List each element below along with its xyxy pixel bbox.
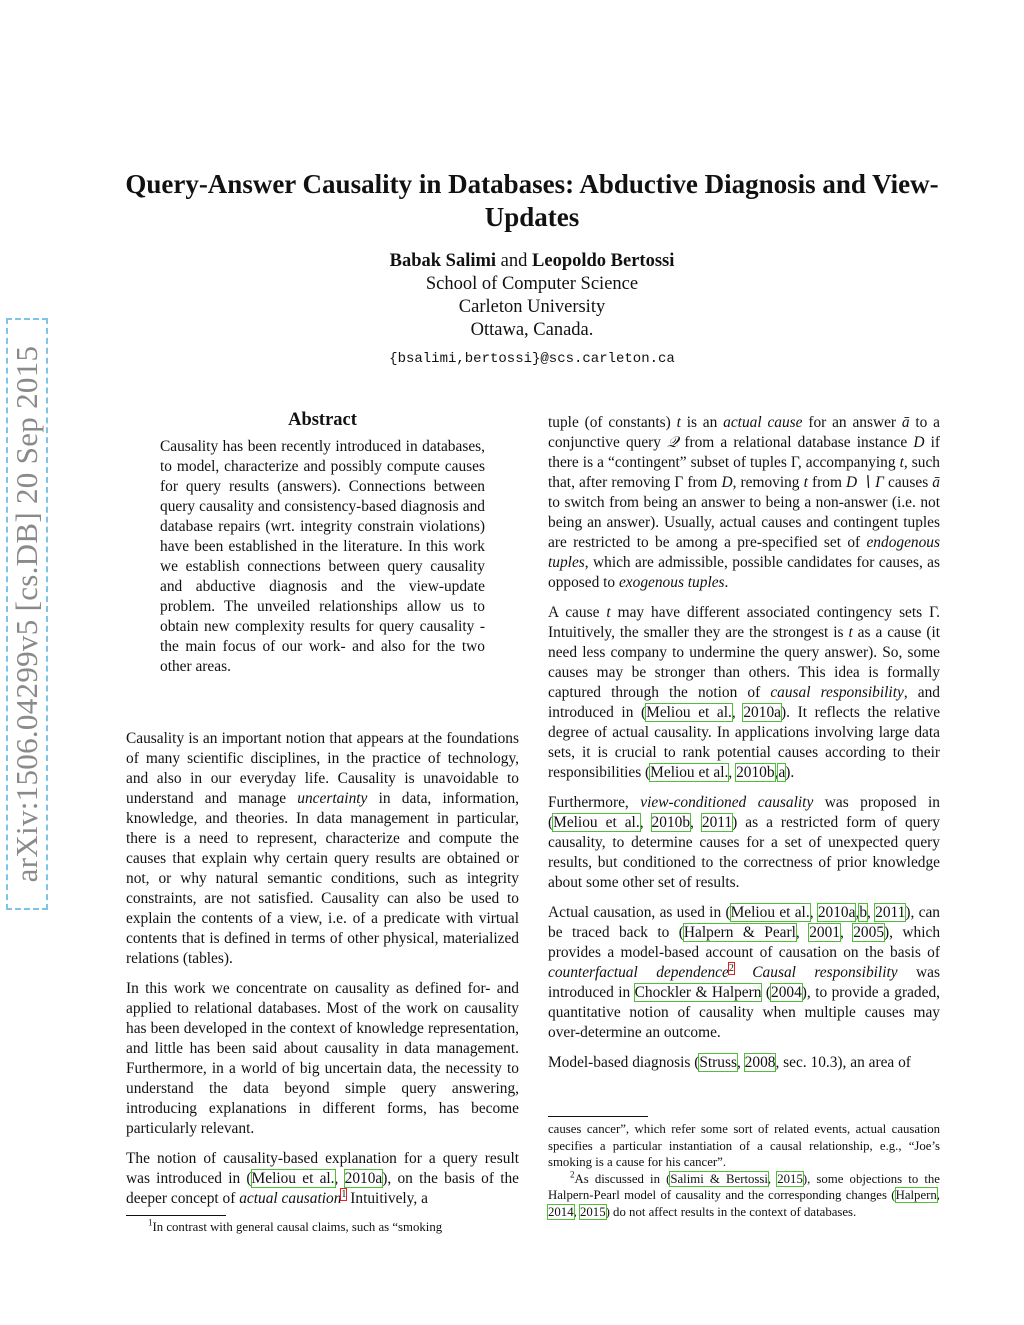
text-run: as a cause (it need less company to undermine the query answer). So, some causes may be stronger than others. This idea is formally captured through the notion of <box>548 624 940 701</box>
text-run: ), can be traced back to ( <box>548 904 940 941</box>
text-run: A cause <box>548 604 607 621</box>
emphasis: Causal responsibility <box>752 964 898 981</box>
math-var: D <box>721 474 733 491</box>
citation-link[interactable]: 2010b <box>736 764 775 781</box>
citation-link[interactable]: Meliou et al. <box>646 704 732 721</box>
text-run: , <box>736 1054 745 1071</box>
footnote-1-continued: causes cancer”, which refer some sort of related events, actual causation specifies a particular instantiation of a causal relationship, e.g., “Joe’s smoking is a cause for his cancer”. <box>548 1122 940 1169</box>
text-run: if there is a “contingent” subset of tuples Γ, accompanying <box>548 434 940 471</box>
text-run: from a relational database instance <box>678 434 914 451</box>
author-block <box>262 250 802 371</box>
text-run: from <box>807 474 847 491</box>
text-run: , removing <box>732 474 804 491</box>
paragraph <box>548 603 940 783</box>
paragraph <box>548 1053 940 1073</box>
text-run <box>734 964 752 981</box>
text-run: . <box>724 574 729 591</box>
text-run: , <box>767 1171 778 1186</box>
text-run: , <box>839 924 854 941</box>
math-var: ā <box>901 414 910 431</box>
emphasis: actual causation <box>239 1190 342 1207</box>
author-conjunction: and <box>500 251 528 271</box>
citation-link[interactable]: 2004 <box>771 984 802 1001</box>
text-run: ). <box>785 764 795 781</box>
citation-link[interactable]: 2010a <box>817 904 856 921</box>
text-run: ), on the basis of the deeper concept of <box>126 1170 519 1207</box>
author-name: Leopoldo Bertossi <box>532 251 675 271</box>
arxiv-stamp-text: arXiv:1506.04299v5 [cs.DB] 20 Sep 2015 <box>9 345 44 883</box>
citation-link[interactable]: 2010a <box>743 704 781 721</box>
text-run: The notion of causality-based explanation for a query result was introduced in ( <box>126 1150 519 1187</box>
footnote-link[interactable]: 2 <box>728 962 734 974</box>
citation-link[interactable]: 2011 <box>875 904 906 921</box>
math-var: t <box>676 414 681 431</box>
text-run: ), some objections to the Halpern-Pearl model of causality and the corresponding changes ( <box>548 1171 940 1202</box>
text-run: ), which provides a model-based account of causation on the basis of <box>548 924 941 961</box>
paragraph <box>548 903 940 1043</box>
abstract-heading: Abstract <box>288 410 357 430</box>
emphasis: uncertainty <box>297 790 368 807</box>
text-run: , <box>774 764 779 781</box>
text-run: ) do not affect results in the context of databases. <box>605 1204 857 1219</box>
text-run: , <box>639 814 652 831</box>
paragraph <box>126 1149 519 1209</box>
footnotes-right <box>548 1121 940 1220</box>
text-run: may have different associated contingency sets Γ. Intuitively, the smaller they are the strongest is <box>548 604 941 641</box>
citation-link[interactable]: Meliou et al. <box>553 814 640 831</box>
text-run: , <box>809 904 818 921</box>
text-run: Actual causation, as used in ( <box>548 904 731 921</box>
right-column <box>548 413 940 1083</box>
footnote-link[interactable]: 1 <box>341 1188 347 1200</box>
text-run: , <box>690 814 702 831</box>
text-run: ( <box>761 984 772 1001</box>
emphasis: causal responsibility <box>770 684 904 701</box>
text-run: in data, information, knowledge, and theories. In data management in particular, there is a need to represent, characterize and compute the causes that explain why certain query results are obtained or not, or why natural semantic conditions, such as integrity constraints, are not satisfied. Causality can also be used to explain the contents of a view, i.e. of a predicate with virtual contents that is defined in terms of other physical, materialized relations (tables). <box>126 790 519 967</box>
text-run: ) as a restricted form of query causality, to determine causes for a set of unexpected query results, but conditioned to the correctness of prior knowledge about some other set of results. <box>548 814 940 891</box>
citation-link[interactable]: Meliou et al. <box>650 764 729 781</box>
text-run: is an <box>680 414 724 431</box>
citation-link[interactable]: 2008 <box>744 1054 776 1071</box>
paragraph <box>548 793 940 893</box>
math-var: D <box>913 434 925 451</box>
text-run: , such that, after removing Γ from <box>548 454 940 491</box>
citation-link[interactable]: Salimi & Bertossi <box>670 1171 768 1186</box>
math-var: D ∖ Γ <box>846 474 884 491</box>
emphasis: counterfactual dependence <box>548 964 729 981</box>
math-var: t <box>848 624 853 641</box>
citation-link[interactable]: 2011 <box>701 814 733 831</box>
math-var: t <box>899 454 904 471</box>
citation-link[interactable]: 2014 <box>548 1204 574 1219</box>
text-run: , <box>573 1204 580 1219</box>
author-university: Carleton University <box>458 297 606 317</box>
paper-title: Query-Answer Causality in Databases: Abductive Diagnosis and View-Updates <box>125 169 939 232</box>
author-name: Babak Salimi <box>389 251 497 271</box>
text-run: Causality is an important notion that appears at the foundations of many scientific disciplines, in the practice of technology, and also in our everyday life. Causality is unavoidable to understand and manage <box>126 730 519 807</box>
citation-link[interactable]: Halpern & Pearl <box>683 924 796 941</box>
text-run: was introduced in <box>548 964 940 1001</box>
citation-link[interactable]: Struss <box>699 1054 737 1071</box>
citation-link[interactable]: Halpern <box>895 1188 937 1202</box>
text-run: , and introduced in ( <box>548 684 940 721</box>
text-run: , sec. 10.3), an area of <box>775 1054 911 1071</box>
math-var: ā <box>932 474 940 491</box>
paragraph: In this work we concentrate on causality as defined for- and applied to relational databases. Most of the work on causality has been developed in the context of knowledge representation, and little has been said about causality in data management. Furthermore, in a world of big uncertain data, the necessity to understand the data beyond simple query answering, introducing explanations in different forms, has become particularly relevant. <box>126 980 519 1137</box>
citation-link[interactable]: b <box>859 904 868 921</box>
citation-link[interactable]: 2010a <box>344 1170 383 1187</box>
abstract-text: Causality has been recently introduced in databases, to model, characterize and possibly compute causes for query results (answers). Connections between query causality and consistency-based diagnosis and database repairs (wrt. integrity constrain violations) have been established in the literature. In this work we establish connections between query causality and abductive diagnosis and the view-update problem. The unveiled relationships allow us to obtain new complexity results for query causality -the main focus of our work- and also for the two other areas. <box>160 438 485 675</box>
citation-link[interactable]: Meliou et al. <box>251 1170 335 1187</box>
author-department: School of Computer Science <box>425 274 639 294</box>
paragraph <box>126 729 519 969</box>
author-email: {bsalimi,bertossi}@scs.carleton.ca <box>389 351 675 367</box>
text-run: , <box>936 1188 940 1202</box>
text-run: to a conjunctive query <box>548 414 941 451</box>
author-location: Ottawa, Canada. <box>470 320 594 340</box>
citation-link[interactable]: 2015 <box>580 1204 606 1219</box>
emphasis: actual cause <box>723 414 803 431</box>
text-run: tuple (of constants) <box>548 414 677 431</box>
emphasis: endogenous tuples <box>548 534 940 571</box>
text-run: Intuitively, a <box>346 1190 428 1207</box>
text-run: ). It reflects the relative degree of actual causality. In applications involving large data sets, it is crucial to rank potential causes according to their responsibilities ( <box>548 704 941 781</box>
paragraph <box>548 413 940 593</box>
text-run: , <box>334 1170 345 1187</box>
citation-link[interactable]: a <box>778 764 786 781</box>
footnote-1 <box>126 1219 519 1236</box>
citation-link[interactable]: 2015 <box>777 1171 803 1186</box>
text-run: , <box>728 764 737 781</box>
text-run: , which are admissible, possible candidates for causes, as opposed to <box>548 554 940 591</box>
text-run: ), to provide a graded, quantitative notion of causality when multiple causes may over-determine an outcome. <box>548 984 941 1041</box>
citation-link[interactable]: Meliou et al. <box>730 904 810 921</box>
text-run: Furthermore, <box>548 794 641 811</box>
text-run: As discussed in ( <box>574 1171 671 1186</box>
math-var: t <box>606 604 611 621</box>
text-run: was proposed in ( <box>548 794 940 831</box>
footnote-text: In contrast with general causal claims, such as “smoking <box>152 1220 443 1234</box>
text-run: for an answer <box>802 414 902 431</box>
text-run: Model-based diagnosis ( <box>548 1054 700 1071</box>
emphasis: view-conditioned causality <box>640 794 814 811</box>
emphasis: exogenous tuples <box>618 574 725 591</box>
footnote-rule <box>548 1116 648 1117</box>
arxiv-stamp <box>6 318 48 910</box>
text-run: , <box>855 904 860 921</box>
text-run: , <box>795 924 810 941</box>
footnote-2 <box>548 1171 940 1221</box>
footnote-number: 1 <box>148 1217 153 1228</box>
text-run: to switch from being an answer to being a non-answer (i.e. not being an answer). Usually, actual causes and contingent tuples are restricted to be among a pre-specified set of <box>548 494 940 551</box>
math-var: 𝒬 <box>667 434 679 451</box>
text-run: causes <box>883 474 933 491</box>
footnote-rule <box>126 1215 226 1216</box>
math-var: t <box>803 474 808 491</box>
citation-link[interactable]: 2010b <box>651 814 691 831</box>
citation-link[interactable]: 2001 <box>809 924 840 941</box>
left-column <box>126 729 519 1219</box>
text-run: , <box>731 704 744 721</box>
footnote-number: 2 <box>570 1169 575 1180</box>
citation-link[interactable]: 2005 <box>853 924 885 941</box>
text-run: , <box>867 904 876 921</box>
citation-link[interactable]: Chockler & Halpern <box>634 984 762 1001</box>
